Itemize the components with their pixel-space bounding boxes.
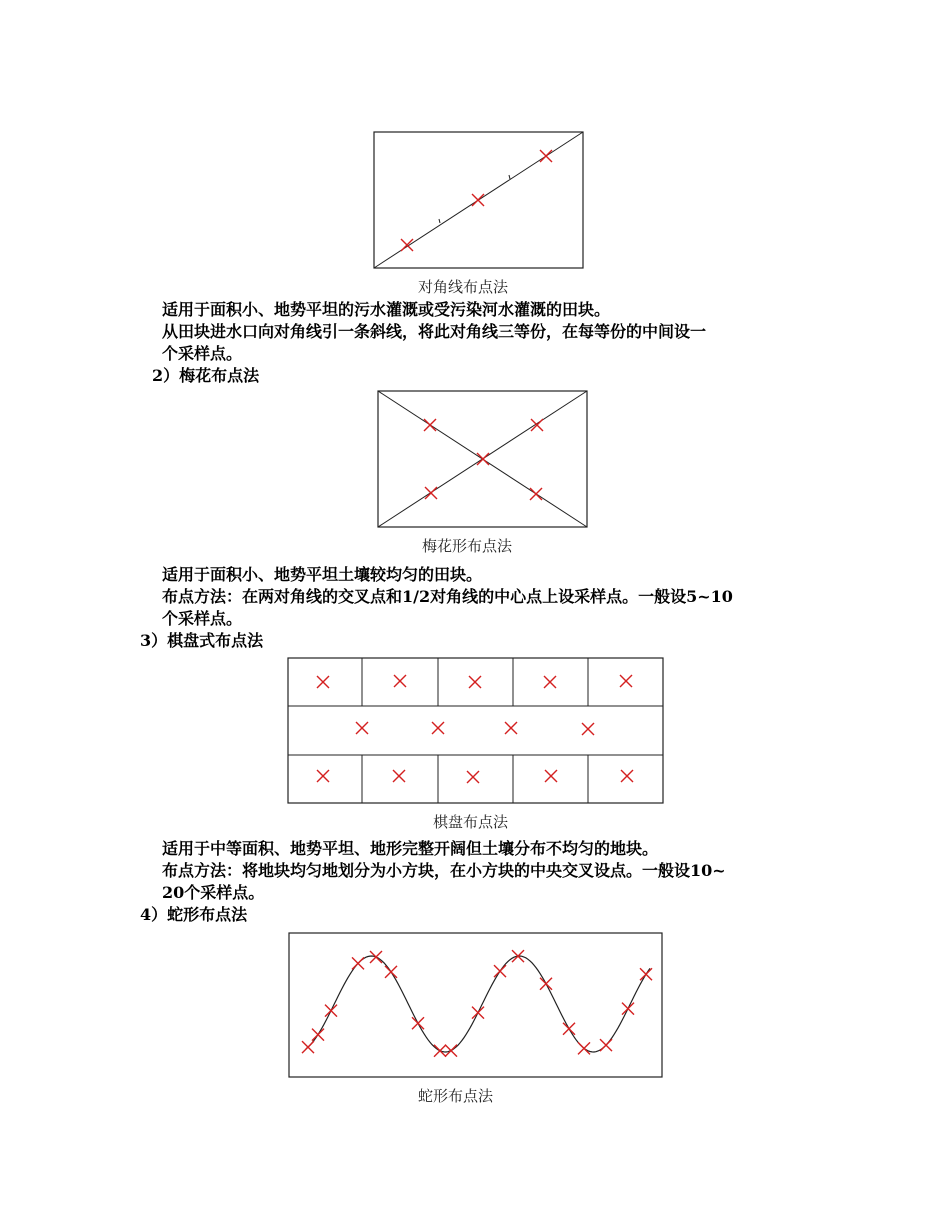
sample-point-marker: [494, 965, 506, 977]
sample-point-marker: [621, 770, 633, 782]
sample-point-marker: [394, 675, 406, 687]
figure-caption: 棋盘布点法: [433, 813, 509, 831]
sample-point-marker: [563, 1023, 575, 1035]
sample-point-marker: [622, 1003, 634, 1015]
figure-caption: 对角线布点法: [418, 278, 509, 296]
sample-point-marker: [432, 722, 444, 734]
body-text: 适用于面积小、地势平坦土壤较均匀的田块。: [162, 565, 483, 584]
diagonal-sampling-figure: [373, 131, 585, 271]
sample-point-marker: [317, 770, 329, 782]
sample-point-marker: [385, 966, 397, 978]
chessboard-sampling-figure: [287, 657, 665, 807]
sample-point-marker: [302, 1041, 314, 1053]
sample-point-marker: [640, 968, 652, 980]
sample-point-marker: [472, 194, 484, 206]
sample-point-marker: [412, 1017, 424, 1029]
sample-point-marker: [620, 675, 632, 687]
body-text: 从田块进水口向对角线引一条斜线，将此对角线三等份，在每等份的中间设一: [162, 322, 707, 341]
section-heading: 2）梅花布点法: [152, 366, 260, 385]
figure-caption: 梅花形布点法: [422, 537, 513, 555]
sample-point-marker: [424, 419, 436, 431]
body-text: 布点方法：将地块均匀地划分为小方块，在小方块的中央交叉设点。一般设10~: [162, 861, 726, 880]
serpentine-sampling-figure: [288, 932, 665, 1080]
sample-point-marker: [393, 770, 405, 782]
body-text: 适用于面积小、地势平坦的污水灌溉或受污染河水灌溉的田块。: [162, 300, 611, 319]
figure-caption: 蛇形布点法: [418, 1087, 494, 1105]
sample-point-marker: [469, 676, 481, 688]
sample-point-marker: [531, 419, 543, 431]
sample-point-marker: [544, 676, 556, 688]
body-text: 20个采样点。: [162, 883, 265, 902]
sample-point-marker: [578, 1042, 590, 1054]
sample-point-marker: [472, 1007, 484, 1019]
sample-point-marker: [434, 1045, 446, 1057]
body-text: 个采样点。: [162, 609, 243, 628]
sample-point-marker: [505, 722, 517, 734]
sample-point-marker: [325, 1005, 337, 1017]
sample-point-marker: [530, 488, 542, 500]
sample-point-marker: [600, 1039, 612, 1051]
sample-point-marker: [540, 978, 552, 990]
sample-point-marker: [545, 770, 557, 782]
plum-blossom-sampling-figure: [377, 390, 589, 530]
body-text: 布点方法：在两对角线的交叉点和1/2对角线的中心点上设采样点。一般设5~10: [162, 587, 733, 606]
sample-point-marker: [445, 1045, 457, 1057]
section-heading: 3）棋盘式布点法: [140, 631, 264, 650]
sample-point-marker: [467, 771, 479, 783]
sample-point-marker: [370, 951, 382, 963]
body-text: 个采样点。: [162, 344, 243, 363]
body-text: 适用于中等面积、地势平坦、地形完整开阔但土壤分布不均匀的地块。: [162, 839, 659, 858]
sample-point-marker: [582, 723, 594, 735]
sample-point-marker: [401, 239, 413, 251]
sample-point-marker: [356, 722, 368, 734]
serpentine-curve: [306, 956, 650, 1052]
section-heading: 4）蛇形布点法: [140, 905, 248, 924]
sample-point-marker: [477, 453, 489, 465]
sample-point-marker: [312, 1029, 324, 1041]
sample-point-marker: [540, 150, 552, 162]
sample-point-marker: [425, 487, 437, 499]
sample-point-marker: [352, 957, 364, 969]
sample-point-marker: [317, 676, 329, 688]
